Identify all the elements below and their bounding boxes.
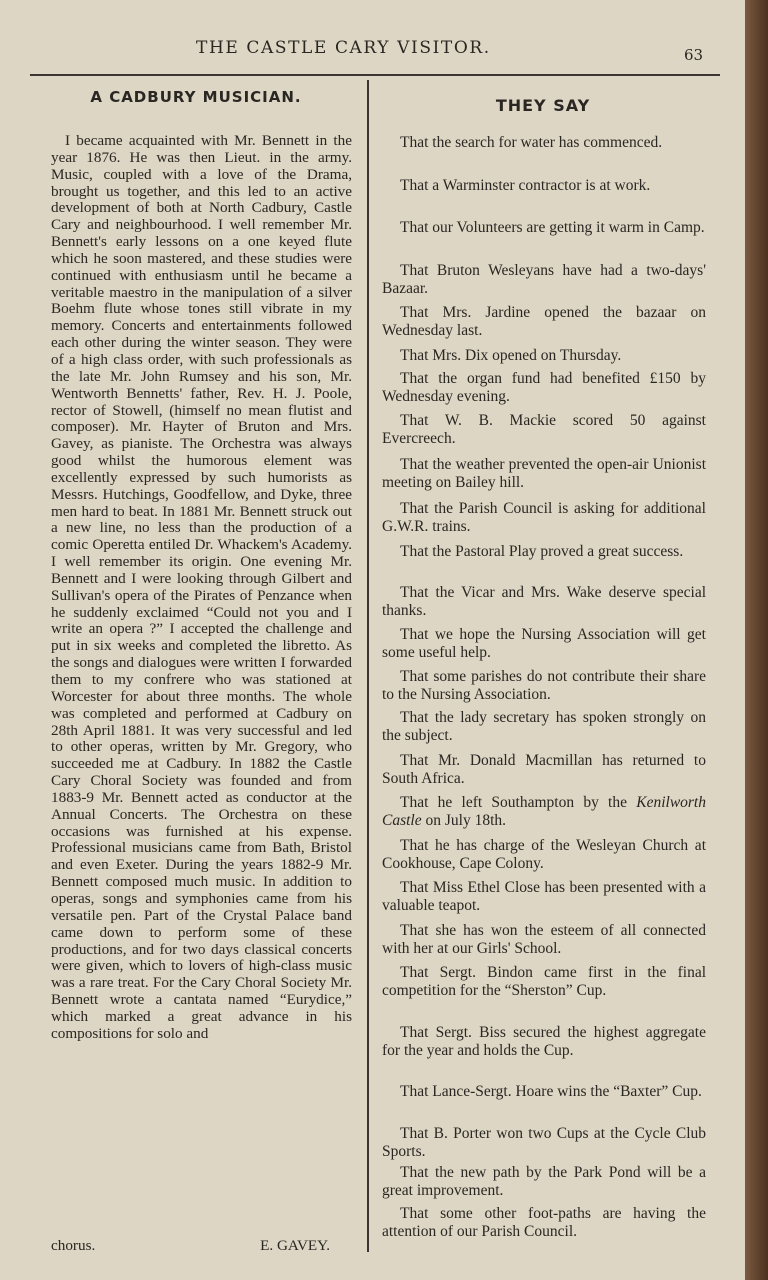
- they-say-item: That Miss Ethel Close has been presented with a valuable teapot.: [382, 879, 706, 914]
- they-say-item: That the new path by the Park Pond will be a great improvement.: [382, 1164, 706, 1199]
- they-say-item: That Mr. Donald Macmillan has returned to South Africa.: [382, 752, 706, 787]
- they-say-item: That Sergt. Biss secured the highest aggregate for the year and holds the Cup.: [382, 1024, 706, 1059]
- page-header-title: THE CASTLE CARY VISITOR.: [196, 38, 491, 58]
- they-say-item: That the lady secretary has spoken strongly on the subject.: [382, 709, 706, 744]
- they-say-item: That the search for water has commenced.: [400, 134, 663, 151]
- article-last-word: chorus.: [51, 1237, 96, 1254]
- they-say-item: That the Parish Council is asking for additional G.W.R. trains.: [382, 500, 706, 535]
- article-body: I became acquainted with Mr. Bennett in the year 1876. He was then Lieut. in the army. Music, coupled with a love of the Drama, brought us together, and this led to an active development of both at North Cadbury, Castle Cary and neighbourhood. I well remember Mr. Bennett's early lessons on a one keyed flute which he soon mastered, and these studies were continued with enthusiasm until he became a veritable maestro in the manipulation of a silver Boehm flute whose tones still vibrate in my memory. Concerts and entertainments followed each other during the winter season. They were of a high class order, with such professionals as the late Mr. John Rumsey and his son, Mr. Wentworth Bennetts' father, Rev. H. J. Poole, rector of Stowell, (himself no mean flutist and composer). Mr. Hayter of Bruton and Mrs. Gavey, as pianiste. The Orchestra was always good whilst the humorous element was excellently expressed by such humorists as Messrs. Hutchings, Goodfellow, and Dyke, three men hard to beat. In 1881 Mr. Bennett struck out a new line, no less than the production of a comic Operetta entiled Dr. Whackem's Academy. I well remember its origin. One evening Mr. Bennett and I were looking through Gilbert and Sullivan's opera of the Pirates of Penzance when he suddenly exclaimed “Could not you and I write an opera ?” I accepted the challenge and put in six weeks and completed the libretto. As the songs and dialogues were written I forwarded them to my confrere who was stationed at Worcester for about three months. The whole was completed and performed at Cadbury on 28th April 1881. It was very successful and led to other operas, written by Mr. Gregory, who succeeded me at Cadbury. In 1882 the Castle Cary Choral Society was founded and from 1883-9 Mr. Bennett acted as conductor at the Annual Concerts. The Orchestra on these occasions was furnished at his expense. Professional musicians came from Bath, Bristol and even Exeter. During the years 1882-9 Mr. Bennett composed much music. In addition to operas, songs and symphonies came from his versatile pen. Part of the Crystal Palace band came down to perform some of these productions, and for two days classical concerts were given, which to lovers of high-class music was a rare treat. For the Cary Choral Society Mr. Bennett wrote a cantata named “Eurydice,” which marked a great advance in his compositions for solo and: [51, 132, 352, 1042]
- they-say-item: That the Pastoral Play proved a great success.: [400, 543, 684, 560]
- they-say-item: That the weather prevented the open-air Unionist meeting on Bailey hill.: [382, 456, 706, 491]
- they-say-item: That our Volunteers are getting it warm in Camp.: [400, 219, 705, 236]
- book-binding: [745, 0, 768, 1280]
- they-say-item: That a Warminster contractor is at work.: [400, 177, 651, 194]
- they-say-item: That Mrs. Jardine opened the bazaar on Wednesday last.: [382, 304, 706, 339]
- they-say-item: That he left Southampton by the Kenilworth Castle on July 18th.: [382, 794, 706, 829]
- they-say-item: That some parishes do not contribute their share to the Nursing Association.: [382, 668, 706, 703]
- they-say-item: That some other foot-paths are having the attention of our Parish Council.: [382, 1205, 706, 1240]
- they-say-item: That the organ fund had benefited £150 by Wednesday evening.: [382, 370, 706, 405]
- they-say-item: That W. B. Mackie scored 50 against Evercreech.: [382, 412, 706, 447]
- they-say-item: That Lance-Sergt. Hoare wins the “Baxter” Cup.: [400, 1083, 702, 1100]
- article-signoff: [51, 1237, 352, 1255]
- they-say-item: That Sergt. Bindon came first in the final competition for the “Sherston” Cup.: [382, 964, 706, 999]
- article-title: A CADBURY MUSICIAN.: [90, 88, 302, 106]
- they-say-item: That Bruton Wesleyans have had a two-days' Bazaar.: [382, 262, 706, 297]
- they-say-item: That B. Porter won two Cups at the Cycle Club Sports.: [382, 1125, 706, 1160]
- column-divider: [367, 80, 369, 1252]
- they-say-title: THEY SAY: [495, 96, 591, 115]
- page-number: 63: [684, 46, 704, 64]
- they-say-item: That we hope the Nursing Association will get some useful help.: [382, 626, 706, 661]
- article-signature: E. GAVEY.: [260, 1237, 330, 1254]
- they-say-item: That she has won the esteem of all connected with her at our Girls' School.: [382, 922, 706, 957]
- they-say-item: That he has charge of the Wesleyan Church at Cookhouse, Cape Colony.: [382, 837, 706, 872]
- header-rule: [30, 74, 720, 76]
- they-say-item: That the Vicar and Mrs. Wake deserve special thanks.: [382, 584, 706, 619]
- ship-name: Kenilworth Castle: [382, 794, 706, 829]
- they-say-item: That Mrs. Dix opened on Thursday.: [400, 347, 622, 364]
